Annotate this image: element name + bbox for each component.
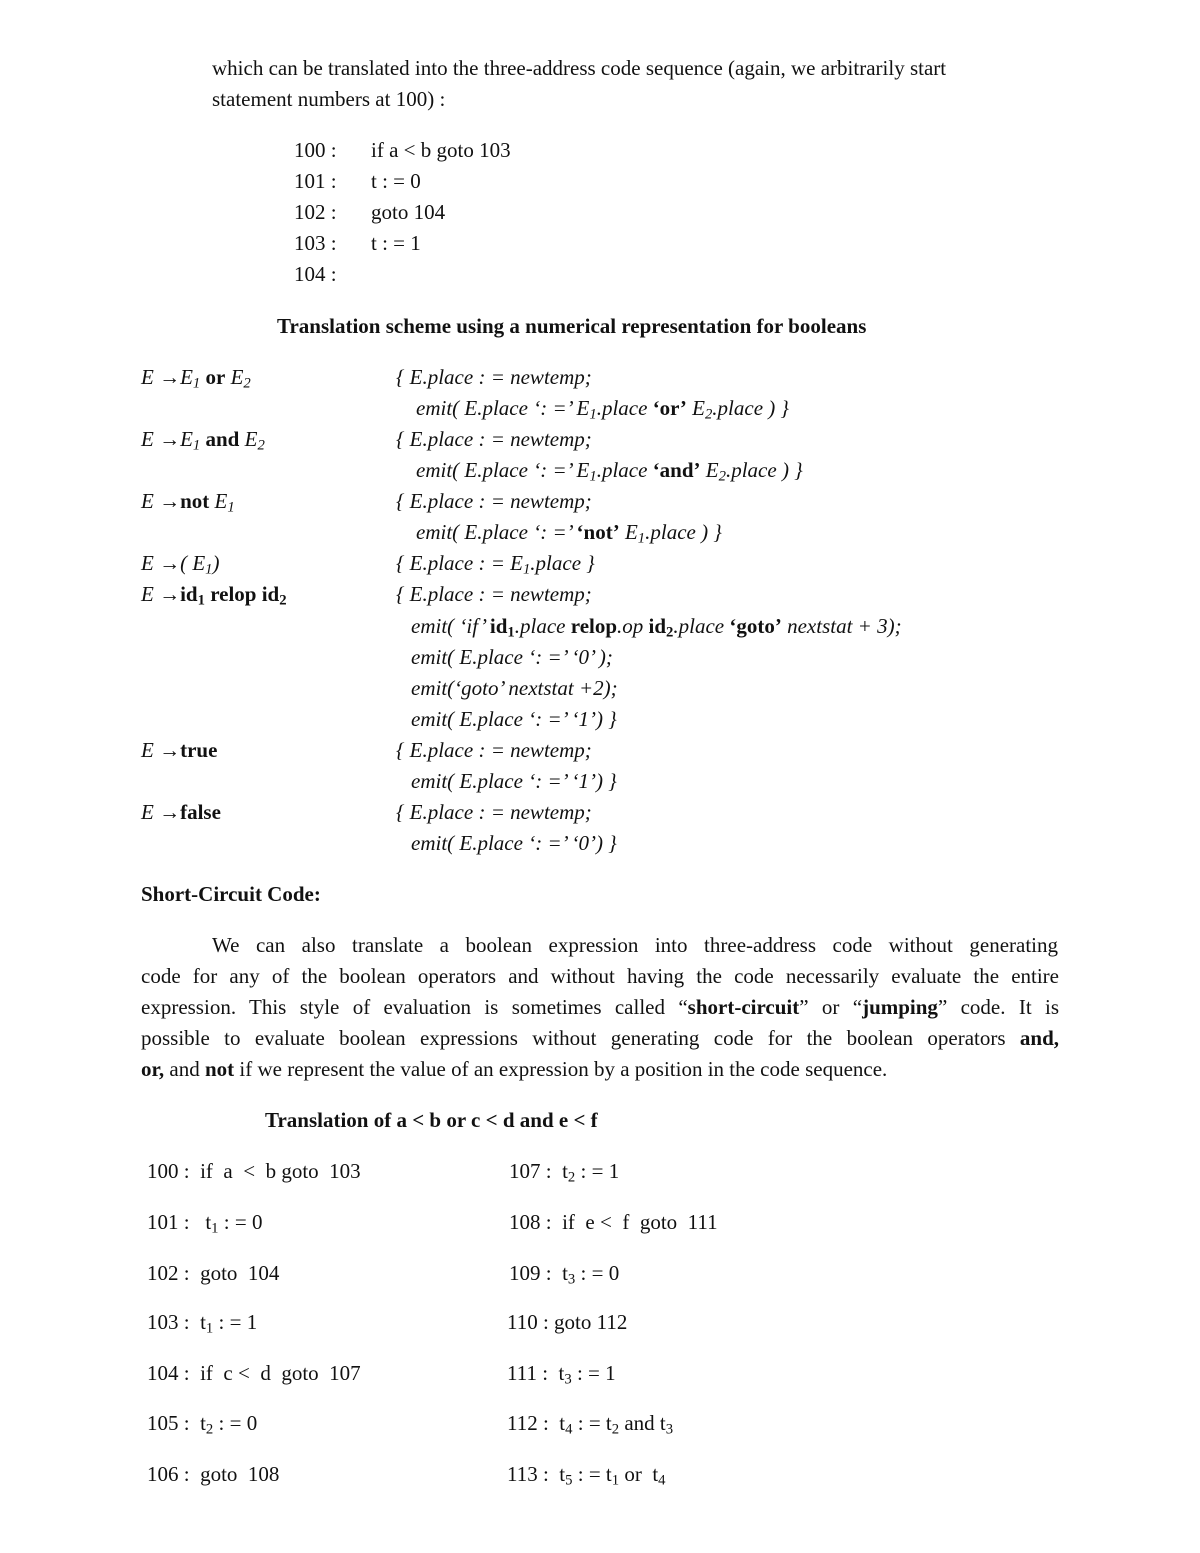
- keyword: not: [180, 489, 210, 513]
- paren: (: [180, 551, 188, 575]
- paragraph-bold: jumping: [862, 995, 938, 1019]
- paragraph-text: expression. This style of evaluation is sometimes called “: [141, 995, 688, 1019]
- paragraph-line: [141, 1028, 1059, 1049]
- action-line: [416, 458, 803, 485]
- subscript: 2: [279, 592, 287, 609]
- subscript: 2: [243, 375, 251, 392]
- code-line: 110 : goto 112: [507, 1310, 628, 1334]
- action-text: E: [705, 458, 719, 482]
- code-text: : = 0: [218, 1210, 263, 1234]
- nonterminal: E: [180, 427, 193, 451]
- translation-heading: Translation of a < b or c < d and e < f: [265, 1108, 598, 1132]
- production-and: [141, 427, 265, 454]
- action-line: { E.place : = newtemp;: [396, 582, 592, 606]
- action-text: .place: [514, 614, 566, 638]
- paragraph-bold: short-circuit: [687, 995, 800, 1019]
- arrow-icon: →: [159, 489, 181, 513]
- seq1-code: goto 104: [371, 200, 446, 224]
- paragraph-line: [141, 997, 1059, 1018]
- keyword: id: [261, 582, 280, 606]
- subscript: 1: [192, 375, 201, 392]
- action-text: .place: [596, 458, 648, 482]
- action-keyword: id: [489, 614, 508, 638]
- action-keyword: ‘or’: [652, 396, 687, 420]
- keyword: false: [180, 800, 221, 824]
- code-text: 107 : t: [509, 1159, 568, 1183]
- code-line: 106 : goto 108: [147, 1462, 280, 1486]
- subscript: 3: [564, 1371, 572, 1388]
- action-keyword: relop: [570, 614, 618, 638]
- code-text: 101 : t: [147, 1210, 212, 1234]
- production-true: [141, 740, 217, 761]
- action-text: emit( E.place ‘: =’: [416, 520, 572, 544]
- code-line: 102 : goto 104: [147, 1261, 280, 1285]
- subscript: 1: [205, 1320, 214, 1337]
- arrow-icon: →: [159, 800, 181, 824]
- subscript: 2: [257, 437, 265, 454]
- code-text: or t: [619, 1462, 659, 1486]
- action-line: [411, 614, 902, 641]
- nonterminal: E: [214, 489, 228, 513]
- paragraph-bold: not: [204, 1057, 235, 1081]
- subscript: 2: [718, 468, 726, 485]
- subscript: 1: [589, 468, 597, 485]
- action-text: .place: [673, 614, 725, 638]
- action-text: .place ) }: [725, 458, 803, 482]
- action-line: { E.place : = newtemp;: [396, 365, 592, 389]
- subscript: 1: [522, 561, 531, 578]
- code-text: 103 : t: [147, 1310, 206, 1334]
- paragraph-bold: and,: [1019, 1026, 1059, 1050]
- action-line: emit( E.place ‘: =’ ‘0’) }: [411, 831, 617, 855]
- action-line: emit(‘goto’ nextstat +2);: [411, 676, 618, 700]
- nonterminal: E: [141, 738, 154, 762]
- nonterminal: E: [141, 800, 154, 824]
- action-line: { E.place : = newtemp;: [396, 489, 592, 513]
- keyword: relop: [210, 582, 257, 606]
- subscript: 1: [611, 1472, 620, 1489]
- action-line: [396, 551, 595, 578]
- subscript: 2: [704, 406, 713, 423]
- nonterminal: E: [230, 365, 244, 389]
- production-or: [141, 365, 251, 392]
- action-text: .op: [617, 614, 644, 638]
- action-keyword: ‘not’: [576, 520, 620, 544]
- code-text: 105 : t: [147, 1411, 206, 1435]
- subscript: 2: [611, 1421, 620, 1438]
- paragraph-text: if we represent the value of an expression by a position in the code sequence.: [239, 1057, 888, 1081]
- action-line: emit( E.place ‘: =’ ‘1’) }: [411, 769, 617, 793]
- production-not: [141, 489, 235, 516]
- subscript: 3: [665, 1421, 674, 1438]
- seq1-code: t : = 0: [371, 169, 421, 193]
- subscript: 1: [192, 437, 201, 454]
- action-line: emit( E.place ‘: =’ ‘0’ );: [411, 645, 613, 669]
- nonterminal: E: [141, 365, 154, 389]
- subscript: 5: [565, 1472, 573, 1489]
- seq1-num: 101 :: [294, 169, 337, 193]
- seq1-code: if a < b goto 103: [371, 138, 511, 162]
- subscript: 2: [205, 1421, 214, 1438]
- arrow-icon: →: [159, 551, 181, 575]
- code-line: [507, 1462, 666, 1489]
- paragraph-text: possible to evaluate boolean expressions without generating code for the boolean operators: [141, 1026, 1006, 1050]
- code-line: [509, 1261, 620, 1288]
- action-line: [416, 520, 722, 547]
- action-keyword: ‘and’: [652, 458, 701, 482]
- code-line: [507, 1361, 616, 1388]
- action-text: emit( ‘if’: [411, 614, 485, 638]
- production-paren: [141, 551, 220, 578]
- subscript: 1: [211, 1220, 219, 1237]
- seq1-code: t : = 1: [371, 231, 421, 255]
- seq1-num: 102 :: [294, 200, 337, 224]
- action-text: .place ) }: [645, 520, 722, 544]
- nonterminal: E: [244, 427, 258, 451]
- scheme-heading: Translation scheme using a numerical representation for booleans: [277, 314, 867, 338]
- seq1-num: 100 :: [294, 138, 337, 162]
- action-text: nextstat + 3);: [787, 614, 902, 638]
- action-keyword: id: [648, 614, 667, 638]
- action-line: { E.place : = newtemp;: [396, 738, 592, 762]
- action-text: E: [576, 458, 590, 482]
- subscript: 1: [589, 406, 597, 423]
- production-false: [141, 802, 221, 823]
- subscript: 2: [567, 1169, 576, 1186]
- code-line: [147, 1210, 263, 1237]
- code-text: : = 0: [213, 1411, 258, 1435]
- code-line: [147, 1411, 258, 1438]
- action-text: emit( E.place ‘: =’: [416, 396, 572, 420]
- keyword: id: [180, 582, 198, 606]
- nonterminal: E: [141, 551, 154, 575]
- code-text: 111 : t: [507, 1361, 565, 1385]
- paragraph-text: ” code. It is: [937, 995, 1060, 1019]
- code-text: 109 : t: [509, 1261, 568, 1285]
- short-circuit-heading: Short-Circuit Code:: [141, 882, 321, 906]
- subscript: 2: [666, 624, 674, 641]
- subscript: 4: [658, 1472, 666, 1489]
- action-keyword: ‘goto’: [729, 614, 782, 638]
- subscript: 1: [227, 499, 235, 516]
- arrow-icon: →: [159, 738, 181, 762]
- paragraph-text: and: [169, 1057, 200, 1081]
- subscript: 1: [197, 592, 205, 609]
- code-text: : = t: [572, 1462, 612, 1486]
- intro-line-1: which can be translated into the three-address code sequence (again, we arbitrarily start: [212, 56, 947, 80]
- keyword: and: [205, 427, 240, 451]
- subscript: 1: [637, 530, 646, 547]
- code-text: : = t: [572, 1411, 612, 1435]
- code-line: 104 : if c < d goto 107: [147, 1361, 361, 1385]
- nonterminal: E: [141, 489, 154, 513]
- keyword: true: [180, 738, 218, 762]
- code-text: : = 1: [213, 1310, 258, 1334]
- nonterminal: E: [192, 551, 206, 575]
- action-text: .place: [596, 396, 648, 420]
- code-text: 112 : t: [507, 1411, 566, 1435]
- subscript: 1: [205, 561, 213, 578]
- nonterminal: E: [141, 582, 154, 606]
- paragraph-line: code for any of the boolean operators and without having the code necessarily evaluate the entire: [141, 964, 1059, 988]
- code-line: 108 : if e < f goto 111: [509, 1210, 718, 1234]
- action-text: .place }: [530, 551, 595, 575]
- paragraph-line: [141, 1059, 887, 1080]
- code-text: : = 0: [575, 1261, 620, 1285]
- keyword: or: [205, 365, 226, 389]
- action-line: { E.place : = newtemp;: [396, 800, 592, 824]
- action-line: [416, 396, 789, 423]
- action-text: emit( E.place ‘: =’: [416, 458, 572, 482]
- code-line: [509, 1159, 620, 1186]
- subscript: 4: [565, 1421, 573, 1438]
- code-line: [147, 1310, 258, 1337]
- action-text: E: [624, 520, 638, 544]
- code-line: 100 : if a < b goto 103: [147, 1159, 361, 1183]
- subscript: 3: [567, 1271, 576, 1288]
- action-line: emit( E.place ‘: =’ ‘1’) }: [411, 707, 617, 731]
- code-line: [507, 1411, 674, 1438]
- paragraph-text: ” or “: [799, 995, 863, 1019]
- seq1-num: 104 :: [294, 262, 337, 286]
- production-relop: [141, 582, 287, 609]
- subscript: 1: [507, 624, 515, 641]
- paren: ): [212, 551, 220, 575]
- nonterminal: E: [180, 365, 193, 389]
- code-text: and t: [619, 1411, 666, 1435]
- action-text: E: [692, 396, 705, 420]
- action-text: { E.place : = E: [396, 551, 523, 575]
- seq1-num: 103 :: [294, 231, 337, 255]
- action-text: .place ) }: [712, 396, 789, 420]
- intro-line-2: statement numbers at 100) :: [212, 87, 446, 111]
- arrow-icon: →: [159, 427, 181, 451]
- code-text: : = 1: [575, 1159, 620, 1183]
- code-text: : = 1: [571, 1361, 616, 1385]
- arrow-icon: →: [159, 582, 181, 606]
- code-text: 113 : t: [507, 1462, 566, 1486]
- arrow-icon: →: [159, 365, 181, 389]
- paragraph-bold: or,: [141, 1057, 165, 1081]
- nonterminal: E: [141, 427, 154, 451]
- paragraph-line: We can also translate a boolean expression into three-address code without generating: [212, 933, 1058, 957]
- action-line: { E.place : = newtemp;: [396, 427, 592, 451]
- action-text: E: [576, 396, 590, 420]
